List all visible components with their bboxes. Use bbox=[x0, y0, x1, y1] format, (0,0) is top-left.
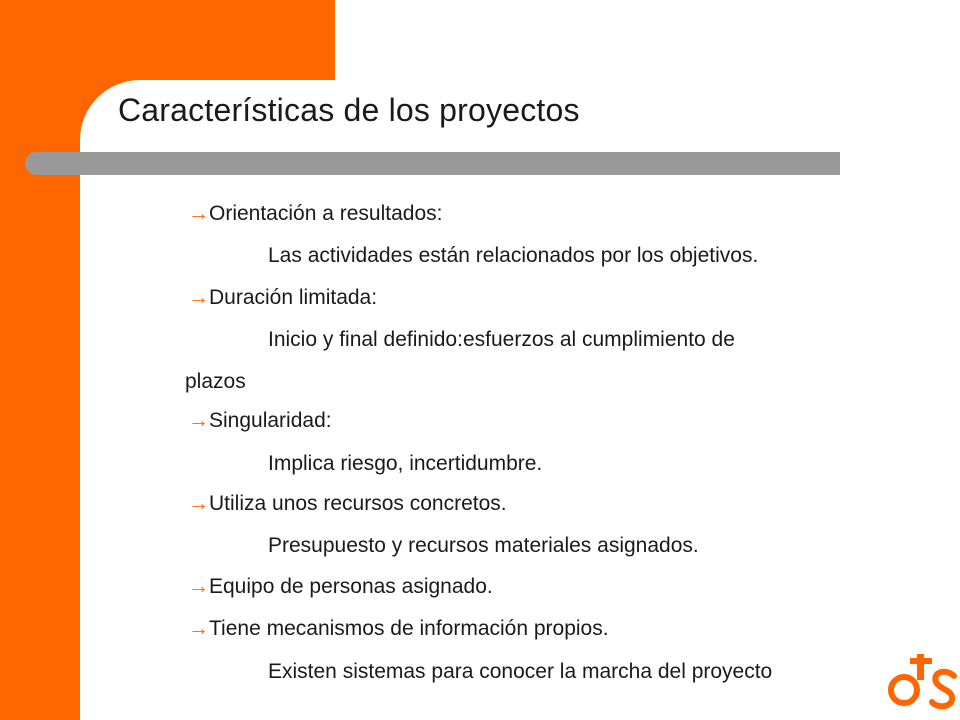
bullet-label: Equipo de personas asignado. bbox=[209, 575, 493, 598]
arrow-right-icon: → bbox=[188, 617, 209, 640]
bullet-item-recursos bbox=[188, 491, 507, 517]
bullet-detail-continuation: plazos bbox=[185, 370, 246, 393]
bullet-item-mecanismos bbox=[188, 616, 609, 642]
arrow-right-icon: → bbox=[188, 286, 209, 309]
slide-title: Características de los proyectos bbox=[118, 92, 580, 128]
bullet-label: Tiene mecanismos de información propios. bbox=[209, 617, 609, 640]
bullet-label: Duración limitada: bbox=[209, 286, 378, 309]
ots-logo-icon bbox=[888, 650, 960, 714]
bullet-detail: Presupuesto y recursos materiales asignados. bbox=[268, 534, 699, 557]
arrow-right-icon: → bbox=[188, 202, 209, 225]
arrow-right-icon: → bbox=[188, 575, 209, 598]
bullet-item-equipo bbox=[188, 574, 493, 600]
orange-side-bar bbox=[0, 0, 80, 720]
bullet-item-orientacion bbox=[188, 201, 442, 227]
bullet-label: Singularidad: bbox=[209, 409, 332, 432]
arrow-right-icon: → bbox=[188, 409, 209, 432]
bullet-label: Utiliza unos recursos concretos. bbox=[209, 492, 507, 515]
bullet-detail: Inicio y final definido:esfuerzos al cumplimiento de bbox=[268, 328, 735, 351]
bullet-item-duracion bbox=[188, 285, 377, 311]
arrow-right-icon: → bbox=[188, 492, 209, 515]
bullet-detail: Las actividades están relacionados por los objetivos. bbox=[268, 244, 759, 267]
bullet-label: Orientación a resultados: bbox=[209, 202, 443, 225]
title-underline-bar bbox=[25, 152, 840, 175]
bullet-detail: Implica riesgo, incertidumbre. bbox=[268, 452, 543, 475]
bullet-item-singularidad bbox=[188, 408, 332, 434]
bullet-detail: Existen sistemas para conocer la marcha del proyecto bbox=[268, 660, 773, 683]
